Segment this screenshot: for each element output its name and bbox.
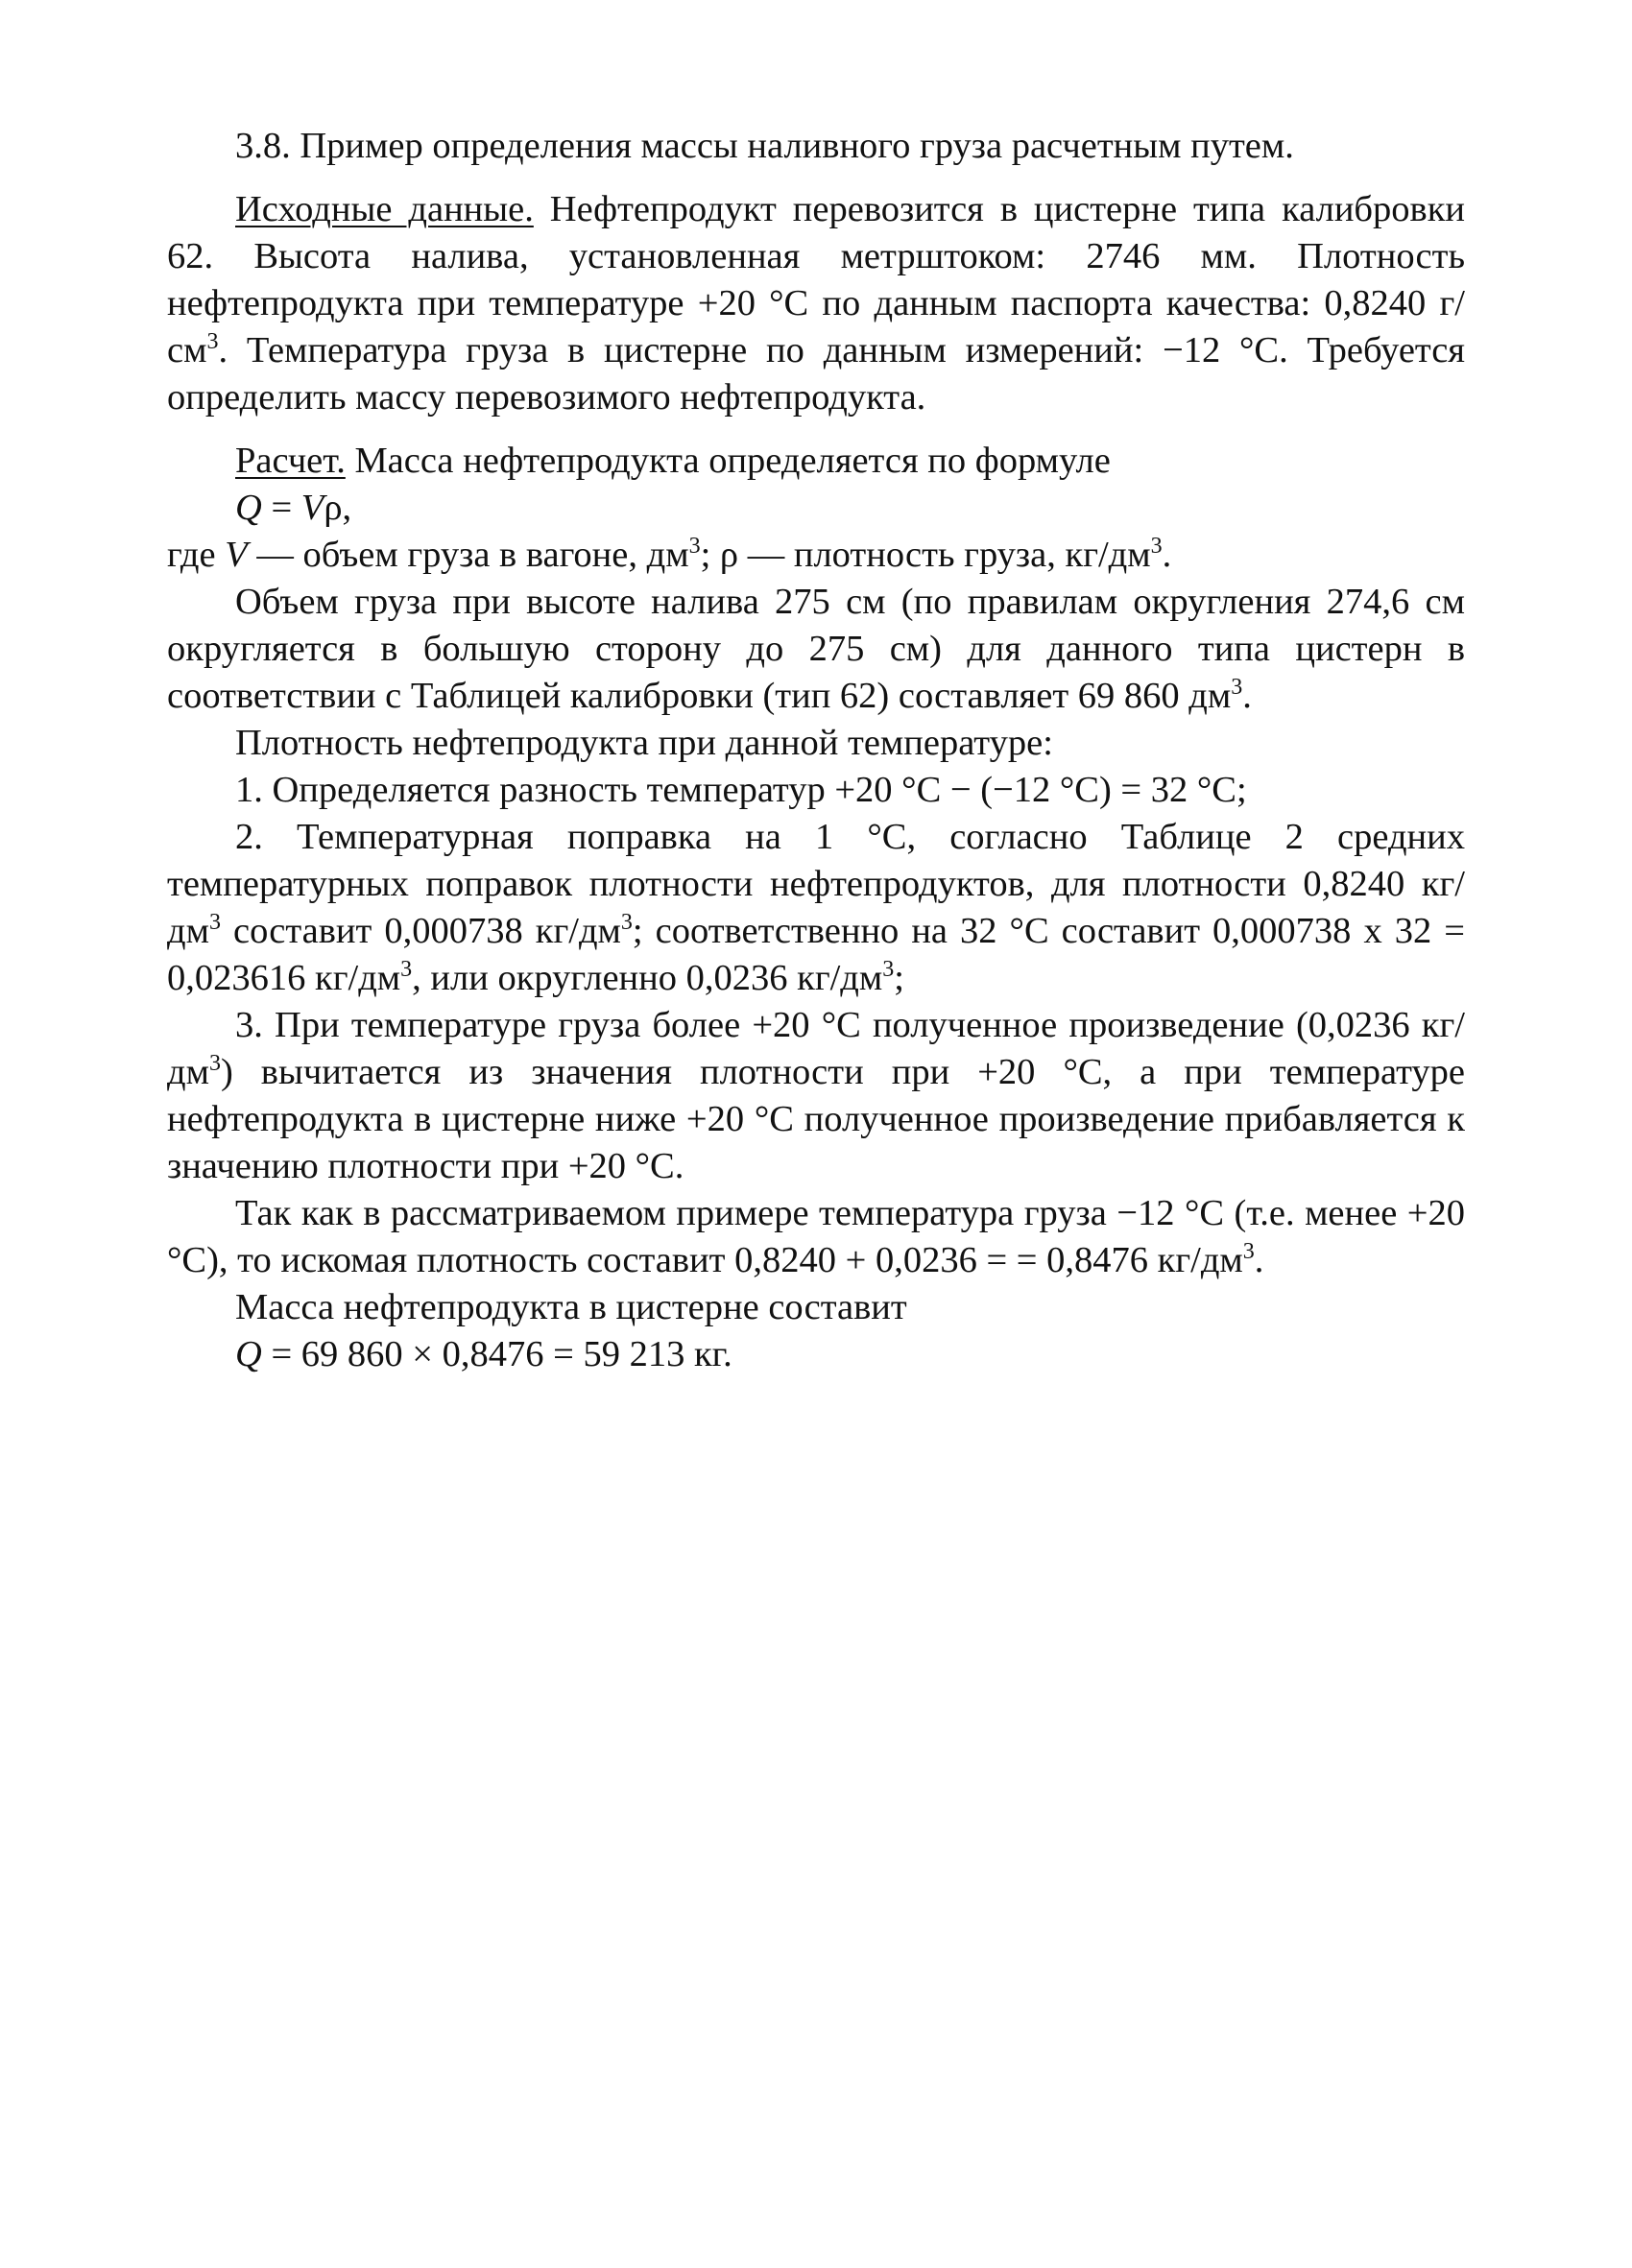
step-2-a: 2. Температурная поправка на 1 °С, согласно Таблице 2 средних температурных поправок плотности нефтепродуктов, для плотности 0,8240 кг/дм xyxy=(167,817,1465,951)
step-2 xyxy=(167,814,1465,1002)
superscript: 3 xyxy=(882,957,895,982)
superscript: 3 xyxy=(1242,1239,1255,1264)
step-3-a: 3. При температуре груза более +20 °С полученное произведение (0,0236 кг/дм xyxy=(167,1005,1465,1092)
superscript: 3 xyxy=(400,957,413,982)
volume-text: Объем груза при высоте налива 275 см (по правилам округления 274,6 см округляется в большую сторону до 275 см) для данного типа цистерн в соответствии с Таблицей калибровки (тип 62) составляет 69 860 дм xyxy=(167,582,1465,716)
initial-data-text-after: . Температура груза в цистерне по данным измерений: −12 °С. Требуется определить массу перевозимого нефтепродукта. xyxy=(167,330,1465,418)
superscript: 3 xyxy=(206,329,219,354)
step-3-b: ) вычитается из значения плотности при +20 °С, а при температуре нефтепродукта в цистерне ниже +20 °С полученное произведение прибавляется к значению плотности при +20 °С. xyxy=(167,1052,1465,1186)
example-end: . xyxy=(1254,1240,1264,1280)
where-prefix: где xyxy=(167,535,226,575)
calculation-paragraph xyxy=(167,438,1465,485)
density-intro xyxy=(167,720,1465,767)
formula-result-rest: = 69 860 × 0,8476 = 59 213 кг. xyxy=(261,1334,732,1374)
superscript: 3 xyxy=(688,534,701,559)
formula-q: Q xyxy=(235,488,262,528)
section-heading xyxy=(167,123,1465,170)
volume-end: . xyxy=(1242,676,1252,716)
superscript: 3 xyxy=(208,1051,221,1076)
step-2-c: ; соответственно на 32 °С составит 0,000738 х 32 = 0,023616 кг/дм xyxy=(167,911,1465,998)
initial-data-text: Нефтепродукт перевозится в цистерне типа калибровки 62. Высота налива, установленная метрштоком: 2746 мм. Плотность нефтепродукта при температуре +20 °С по данным паспорта качества: 0,8240 г/см xyxy=(167,189,1466,370)
step-1-text: 1. Определяется разность температур +20 °С − (−12 °С) = 32 °С; xyxy=(235,770,1247,810)
superscript: 3 xyxy=(1231,675,1243,700)
density-intro-text: Плотность нефтепродукта при данной температуре: xyxy=(235,723,1053,763)
calculation-text: Масса нефтепродукта определяется по формуле xyxy=(345,441,1111,481)
where-v: V xyxy=(225,535,248,575)
example-text: Так как в рассматриваемом примере температура груза −12 °С (т.е. менее +20 °С), то искомая плотность составит 0,8240 + 0,0236 = = 0,8476 кг/дм xyxy=(167,1193,1465,1280)
formula-eq: = xyxy=(261,488,301,528)
superscript: 3 xyxy=(1150,534,1163,559)
volume-paragraph xyxy=(167,579,1465,720)
formula-v: V xyxy=(300,488,324,528)
formula-mass xyxy=(167,485,1465,532)
superscript: 3 xyxy=(208,910,221,935)
example-paragraph xyxy=(167,1190,1465,1284)
where-end: . xyxy=(1162,535,1172,575)
step-2-b: составит 0,000738 кг/дм xyxy=(220,911,621,951)
formula-result xyxy=(167,1331,1465,1378)
mass-intro xyxy=(167,1284,1465,1331)
step-3 xyxy=(167,1002,1465,1190)
formula-result-q: Q xyxy=(235,1334,262,1374)
where-mid: — объем груза в вагоне, дм xyxy=(247,535,689,575)
initial-data-paragraph xyxy=(167,186,1465,421)
document-page xyxy=(167,123,1465,1378)
step-2-d: , или округленно 0,0236 кг/дм xyxy=(412,958,883,998)
formula-rho: ρ, xyxy=(324,488,352,528)
heading-text: 3.8. Пример определения массы наливного груза расчетным путем. xyxy=(235,126,1294,166)
initial-data-label: Исходные данные. xyxy=(235,189,534,229)
where-line xyxy=(167,532,1465,579)
superscript: 3 xyxy=(620,910,633,935)
step-2-e: ; xyxy=(894,958,904,998)
where-mid2: ; ρ — плотность груза, кг/дм xyxy=(700,535,1151,575)
step-1 xyxy=(167,767,1465,814)
calculation-label: Расчет. xyxy=(235,441,346,481)
mass-intro-text: Масса нефтепродукта в цистерне составит xyxy=(235,1287,907,1327)
